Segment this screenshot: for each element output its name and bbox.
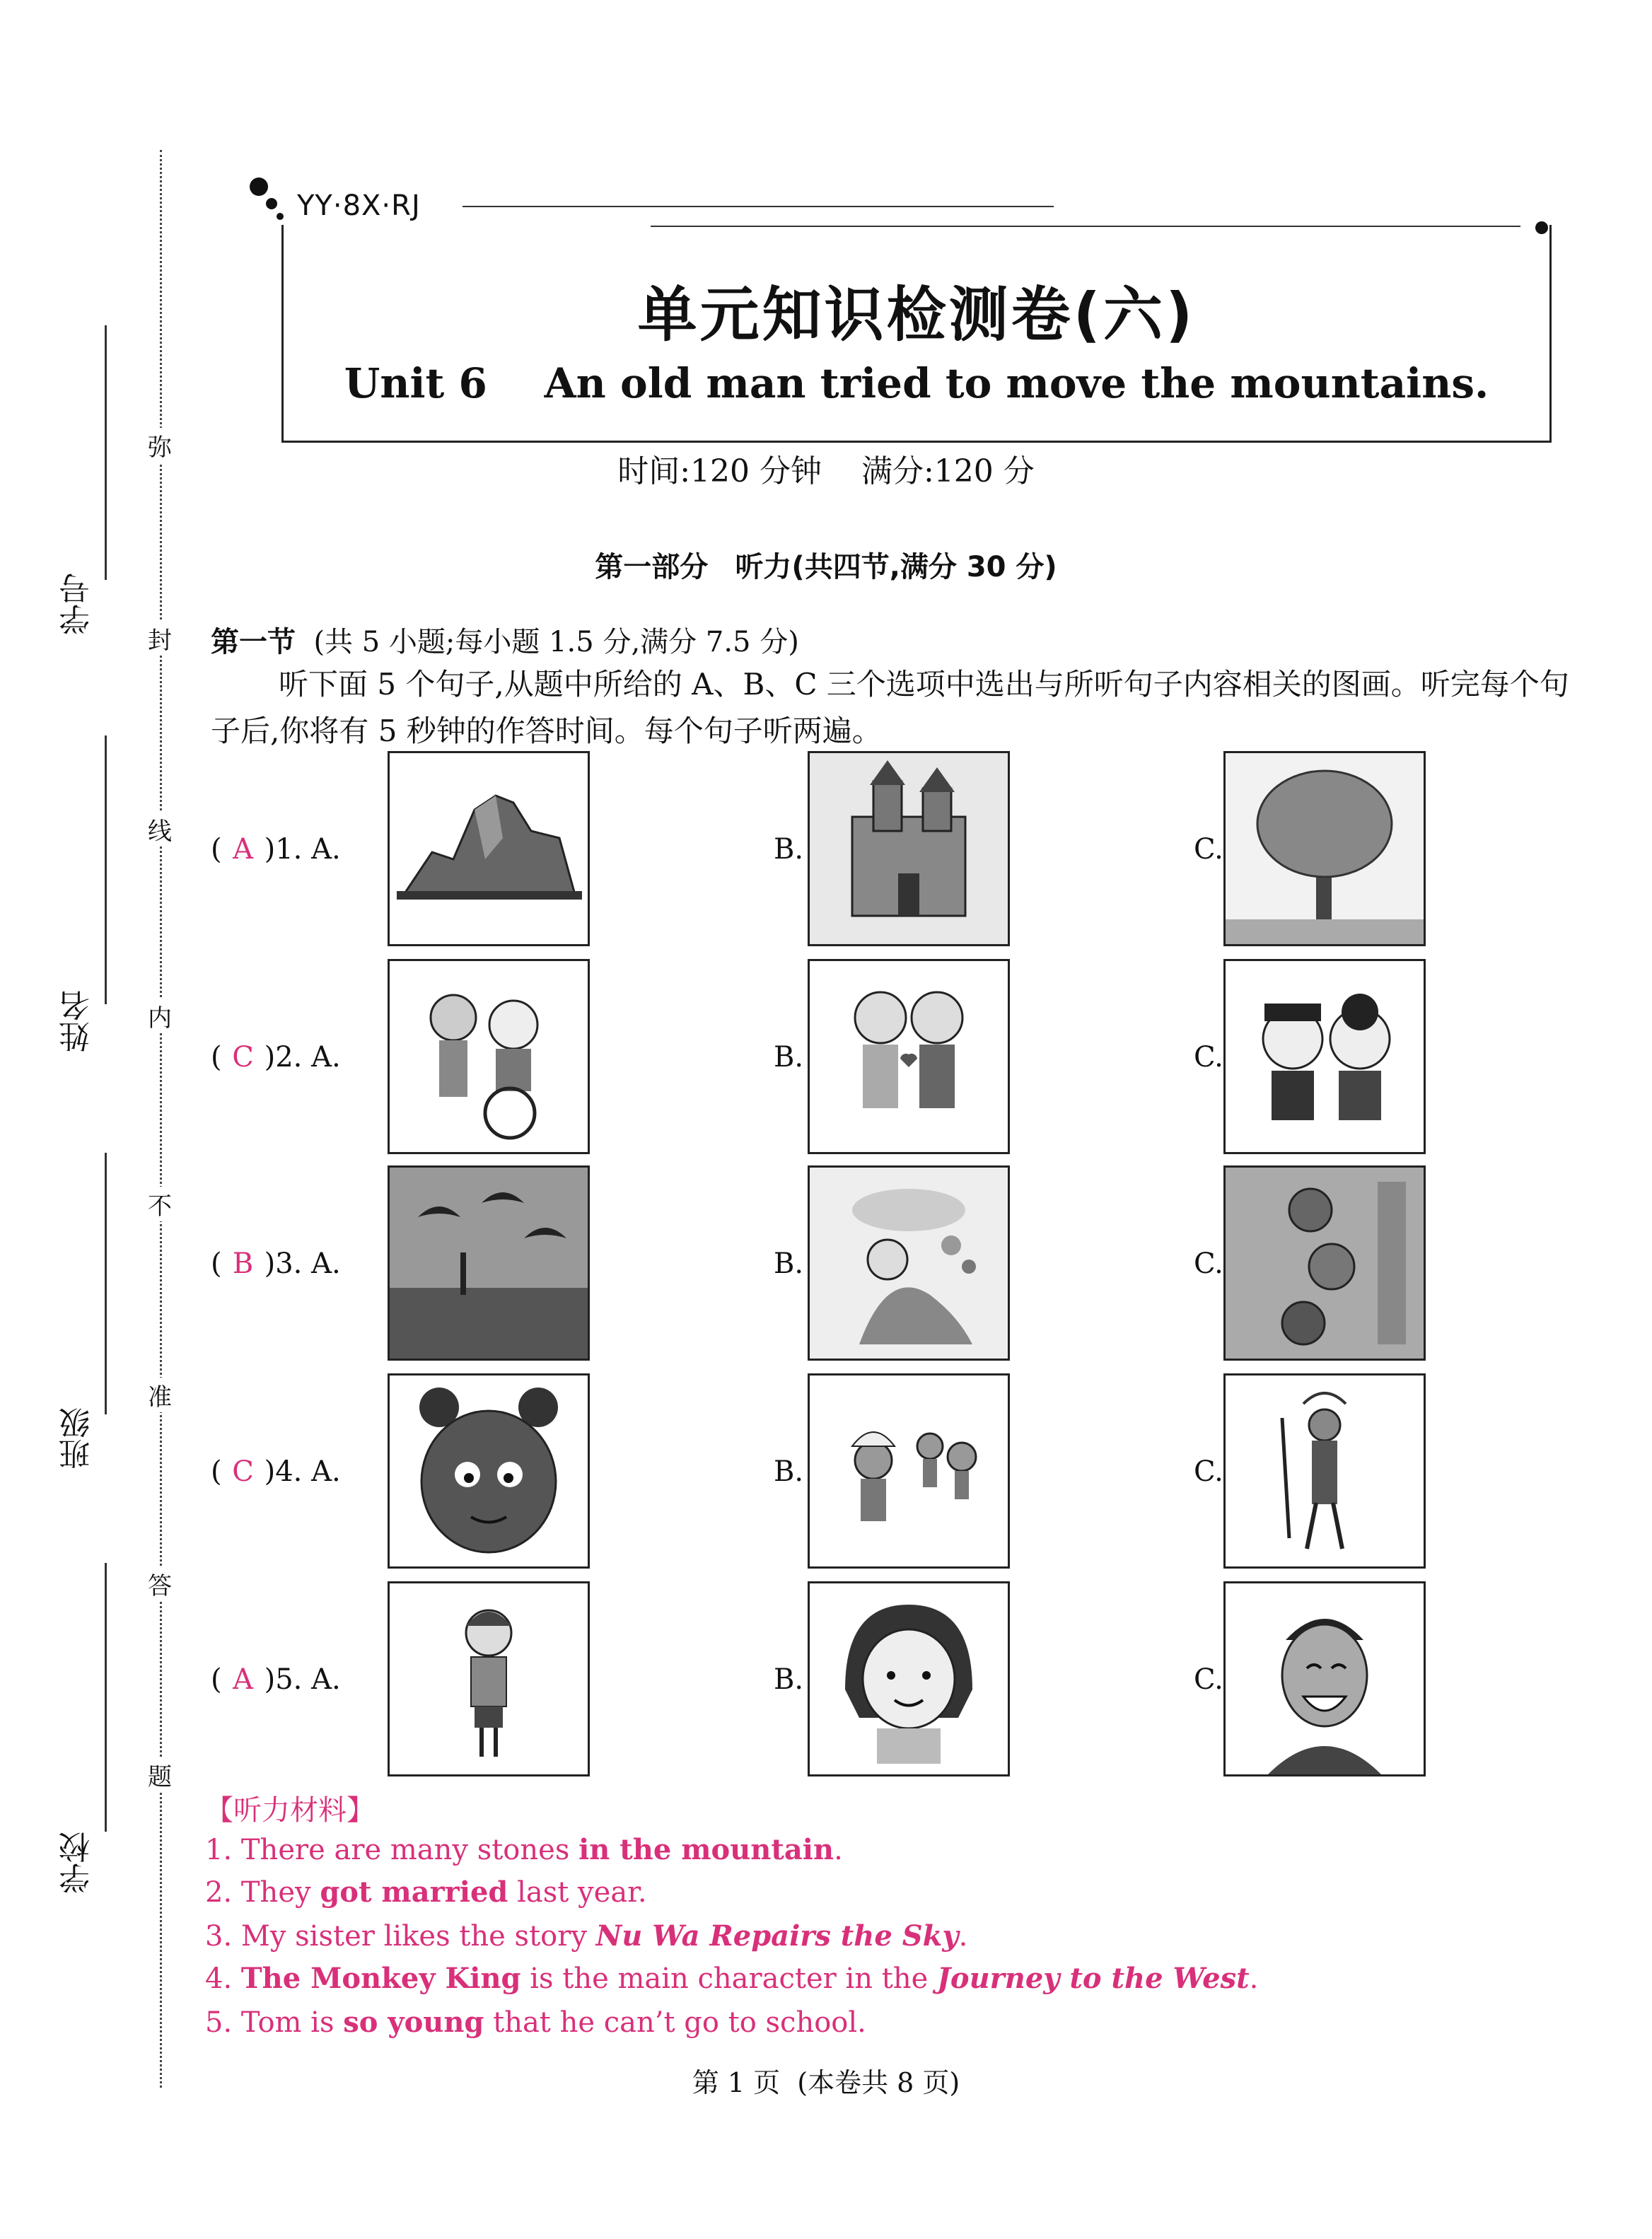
option-label: C. [1194,1248,1223,1280]
option-label: C. [1194,1663,1223,1696]
page-footer: 第 1 页 (本卷共 8 页) [692,2067,960,2098]
instructions: 听下面 5 个句子,从题中所给的 A、B、C 三个选项中选出与所听句子内容相关的图画。听完每个句子后,你将有 5 秒钟的作答时间。每个句子听两遍。 [211,667,1569,748]
picture-couple[interactable] [808,959,1010,1154]
series-code: YY·8X·RJ [297,190,421,222]
seal-char: 封 [141,621,178,656]
seal-char: 题 [141,1757,178,1792]
seal-char: 不 [141,1187,178,1221]
part-label: 第一部分 [595,551,709,583]
section-label: 第一节 [211,626,296,658]
option-label: B. [774,1248,804,1280]
picture-wedding-couple[interactable] [1223,959,1426,1154]
material-line-5: 5. Tom is so young that he can’t go to school. [205,2006,866,2039]
picture-cartoon-girl[interactable] [388,1373,590,1569]
name-line [105,735,107,1004]
option-label: B. [774,1455,804,1488]
class-line [105,1153,107,1414]
class-label: 班级 [59,1407,95,1470]
answer-mark: A [233,1663,254,1696]
picture-rocky-mountain[interactable] [388,751,590,946]
school-label: 学校 [59,1832,95,1894]
material-title: 【听力材料】 [205,1794,375,1827]
picture-little-boy[interactable] [388,1581,590,1776]
option-label: B. [774,1041,804,1074]
school-line [105,1563,107,1832]
seal-char: 线 [141,812,178,847]
picture-nu-wa[interactable] [808,1165,1010,1361]
seal-char: 准 [141,1378,178,1412]
picture-birds-over-sea[interactable] [388,1165,590,1361]
option-label: C. [1194,1041,1223,1074]
question-2-label: ( C )2. A. [211,1041,341,1074]
seal-char: 答 [141,1566,178,1601]
material-line-4: 4. The Monkey King is the main character in the Journey to the West. [205,1962,1259,1995]
section-desc: (共 5 小题;每小题 1.5 分,满分 7.5 分) [313,626,799,658]
question-4-label: ( C )4. A. [211,1455,341,1488]
answer-mark: A [233,833,254,866]
option-label: B. [774,833,804,866]
picture-smurfs[interactable] [808,1373,1010,1569]
option-label: B. [774,1663,804,1696]
picture-tree[interactable] [1223,751,1426,946]
time-score: 时间:120 分钟 满分:120 分 [617,453,1035,489]
answer-mark: B [232,1248,254,1280]
picture-laughing-man[interactable] [1223,1581,1426,1776]
option-label: C. [1194,1455,1223,1488]
title-box [281,225,1552,443]
picture-girl-and-grandpa[interactable] [388,959,590,1154]
picture-little-girl[interactable] [808,1581,1010,1776]
part-title: 听力(共四节,满分 30 分) [735,551,1057,583]
page-title: 单元知识检测卷(六) [637,280,1196,349]
question-3-label: ( B )3. A. [211,1248,341,1280]
material-line-2: 2. They got married last year. [205,1875,647,1909]
option-label: C. [1194,833,1223,866]
picture-monkey-king[interactable] [1223,1373,1426,1569]
question-1-label: ( A )1. A. [211,833,341,866]
material-line-1: 1. There are many stones in the mountain. [205,1833,843,1866]
question-5-label: ( A )5. A. [211,1663,341,1696]
answer-mark: C [232,1041,254,1074]
material-line-3: 3. My sister likes the story Nu Wa Repairs the Sky. [205,1919,968,1953]
name-label: 姓名 [59,990,95,1052]
picture-chipmunks[interactable] [1223,1165,1426,1361]
seal-char: 弥 [141,428,178,463]
picture-castle[interactable] [808,751,1010,946]
answer-mark: C [232,1455,254,1488]
section-heading [211,620,799,660]
unit-title: Unit 6 An old man tried to move the mountains. [344,359,1489,407]
seal-char: 内 [141,999,178,1033]
part-heading [0,545,1652,585]
student-id-label: 学号 [59,573,95,635]
